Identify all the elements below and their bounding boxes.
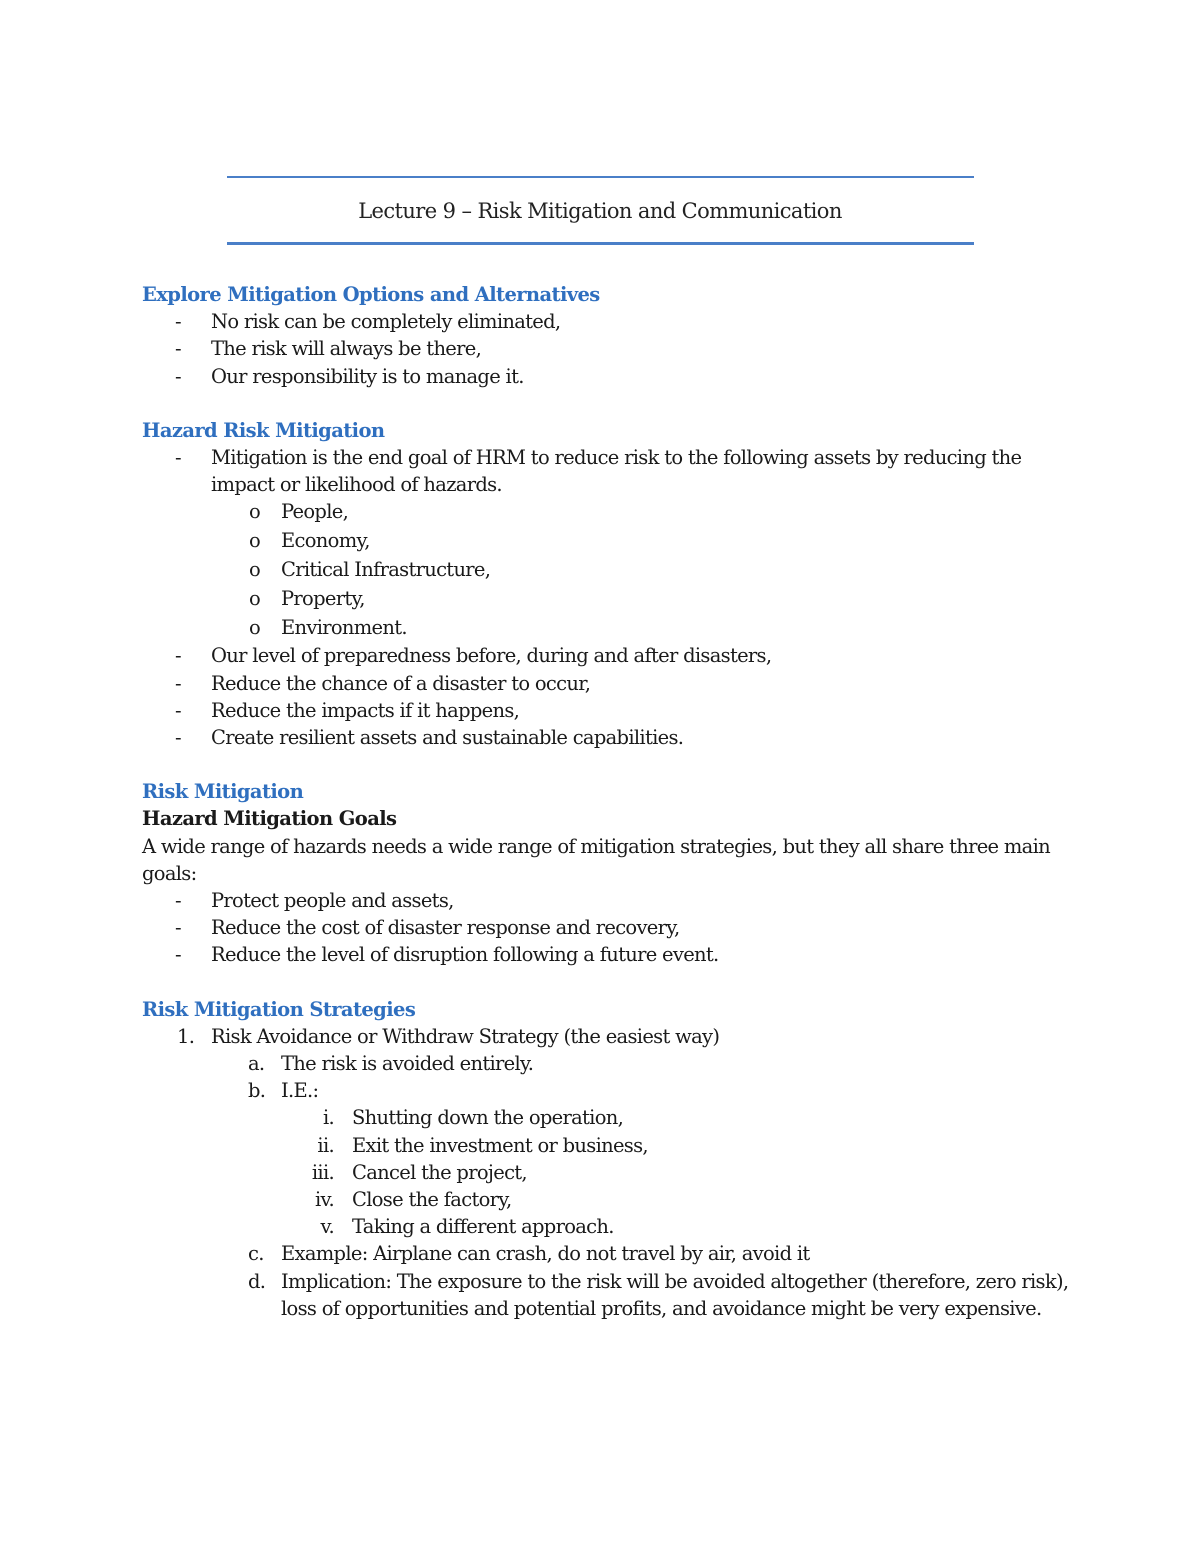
list-item: - Reduce the impacts if it happens,: [142, 697, 1082, 724]
list-item: o Critical Infrastructure,: [142, 556, 1082, 585]
list-item: d. Implication: The exposure to the risk will be avoided altogether (therefore, zero risk), loss of opportunities and potential profits, and avoidance might be very expensive.: [248, 1269, 1069, 1320]
dash-marker: -: [175, 916, 181, 940]
list-item: v. Taking a different approach.: [142, 1213, 1082, 1240]
section-heading-hazard-risk-mitigation: Hazard Risk Mitigation: [142, 418, 385, 442]
circle-marker: o: [249, 615, 261, 639]
list-item: - Reduce the chance of a disaster to occur,: [142, 670, 1082, 697]
dash-marker: -: [175, 310, 181, 334]
list-item: - Our responsibility is to manage it.: [142, 363, 1082, 390]
letter-marker: c.: [248, 1242, 264, 1266]
subheading-hazard-mitigation-goals: Hazard Mitigation Goals: [142, 807, 397, 831]
dash-marker: -: [175, 644, 181, 668]
dash-marker: -: [175, 943, 181, 967]
letter-marker: a.: [248, 1052, 265, 1076]
list-item: - No risk can be completely eliminated,: [142, 308, 1082, 335]
list-item: o Property,: [142, 585, 1082, 614]
dash-marker: -: [175, 726, 181, 750]
roman-marker: v.: [320, 1215, 334, 1239]
document-body: [142, 281, 1082, 1322]
list-item: i. Shutting down the operation,: [142, 1104, 1082, 1131]
goals-paragraph: A wide range of hazards needs a wide range of mitigation strategies, but they all share three main goals:: [142, 834, 1050, 885]
roman-marker: i.: [322, 1106, 334, 1130]
list-item: - Reduce the level of disruption following a future event.: [142, 941, 1082, 968]
dash-marker: -: [175, 698, 181, 722]
header-bottom-rule: [227, 242, 974, 245]
roman-marker: iii.: [311, 1160, 334, 1184]
circle-marker: o: [249, 529, 261, 553]
section-heading-risk-mitigation: Risk Mitigation: [142, 780, 304, 804]
roman-marker: ii.: [317, 1133, 334, 1157]
list-item: a. The risk is avoided entirely.: [142, 1050, 1082, 1077]
section-heading-risk-mitigation-strategies: Risk Mitigation Strategies: [142, 997, 416, 1021]
letter-marker: d.: [248, 1269, 266, 1293]
list-item: - Reduce the cost of disaster response and recovery,: [142, 914, 1082, 941]
list-item: b. I.E.:: [142, 1077, 1082, 1104]
dash-marker: -: [175, 337, 181, 361]
list-item: o Environment.: [142, 614, 1082, 643]
circle-marker: o: [249, 586, 261, 610]
list-item: o Economy,: [142, 527, 1082, 556]
circle-marker: o: [249, 558, 261, 582]
number-marker: 1.: [177, 1024, 195, 1048]
list-item: - Protect people and assets,: [142, 887, 1082, 914]
list-item: 1. Risk Avoidance or Withdraw Strategy (the easiest way): [142, 1023, 1082, 1050]
dash-marker: -: [175, 671, 181, 695]
circle-marker: o: [249, 500, 261, 524]
page-title: Lecture 9 – Risk Mitigation and Communication: [358, 199, 842, 223]
letter-marker: b.: [248, 1079, 266, 1103]
list-item: - The risk will always be there,: [142, 335, 1082, 362]
list-item: - Create resilient assets and sustainable capabilities.: [142, 724, 1082, 751]
list-item: o People,: [142, 498, 1082, 527]
roman-marker: iv.: [314, 1188, 334, 1212]
dash-marker: -: [175, 889, 181, 913]
dash-marker: -: [175, 446, 181, 470]
list-item: - Our level of preparedness before, during and after disasters,: [142, 642, 1082, 669]
list-item: c. Example: Airplane can crash, do not travel by air, avoid it: [142, 1240, 1082, 1267]
dash-marker: -: [175, 364, 181, 388]
list-item: - Mitigation is the end goal of HRM to reduce risk to the following assets by reducing the impact or likelihood of hazards.: [175, 446, 1022, 497]
section-heading-explore: Explore Mitigation Options and Alternatives: [142, 283, 600, 306]
list-item: iv. Close the factory,: [142, 1186, 1082, 1213]
list-item: ii. Exit the investment or business,: [142, 1132, 1082, 1159]
list-item: iii. Cancel the project,: [142, 1159, 1082, 1186]
header-top-rule: [227, 176, 974, 178]
